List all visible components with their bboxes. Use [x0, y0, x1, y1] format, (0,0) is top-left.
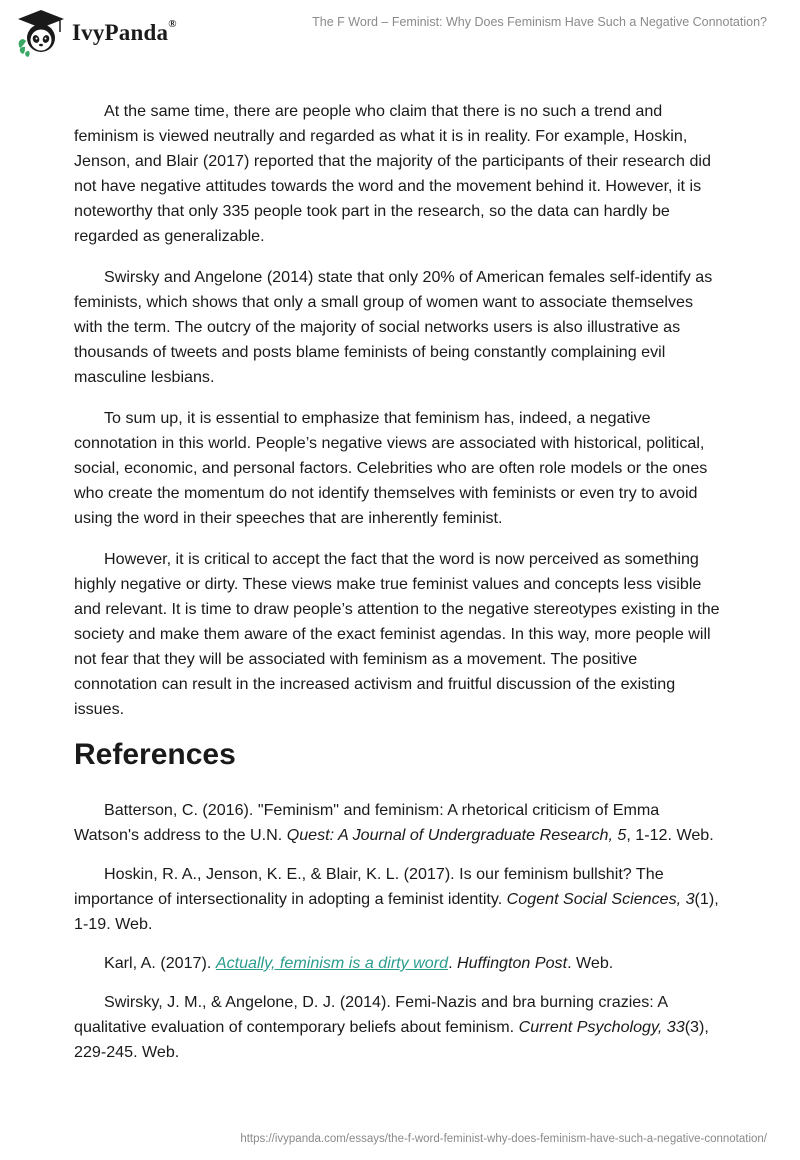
huffington-post-article-link[interactable]: Actually, feminism is a dirty word — [215, 954, 449, 972]
references-heading: References — [74, 738, 236, 771]
panda-graduate-icon — [14, 8, 68, 58]
paragraph-2: Swirsky and Angelone (2014) state that only 20% of American females self-identify as feminists, which shows that only a small group of women want to associate themselves with the term. The outcry of the majority of social networks users is also illustrative as thousands of tweets and posts blame feminists of being constantly complaining evil masculine lesbians. — [74, 268, 713, 386]
paragraph-4: However, it is critical to accept the fact that the word is now perceived as something highly negative or dirty. These views make true feminist values and concepts less visible and relevant. It is time to draw people’s attention to the negative stereotypes existing in the society and make them aware of the exact feminist agendas. In this way, more people will not fear that they will be associated with feminism as a movement. The positive connotation can result in the increased activism and fruitful discussion of the existing issues. — [74, 550, 720, 718]
reference-swirsky: Swirsky, J. M., & Angelone, D. J. (2014). Femi-Nazis and bra burning crazies: A qualitative evaluation of contemporary beliefs about feminism. Current Psychology, 33(3), 229-245. Web. — [74, 993, 709, 1061]
brand-name: IvyPanda® — [72, 18, 177, 45]
essay-body — [74, 99, 724, 1079]
paragraph-3: To sum up, it is essential to emphasize that feminism has, indeed, a negative connotation in this world. People’s negative views are associated with historical, political, social, economic, and personal factors. Celebrities who are often role models or the ones who create the momentum do not identify themselves with feminists or even try to avoid using the word in their speeches that are inherently feminist. — [74, 409, 708, 527]
reference-hoskin: Hoskin, R. A., Jenson, K. E., & Blair, K. L. (2017). Is our feminism bullshit? The importance of intersectionality in adopting a feminist identity. Cogent Social Sciences, 3(1), 1-19. Web. — [74, 865, 719, 933]
ivypanda-logo[interactable] — [14, 8, 214, 58]
reference-batterson: Batterson, C. (2016). "Feminism" and feminism: A rhetorical criticism of Emma Watson's address to the U.N. Quest: A Journal of Undergraduate Research, 5, 1-12. Web. — [74, 801, 714, 844]
running-title: The F Word – Feminist: Why Does Feminism Have Such a Negative Connotation? — [312, 15, 767, 29]
source-url: https://ivypanda.com/essays/the-f-word-feminist-why-does-feminism-have-such-a-negative-connotation/ — [240, 1133, 767, 1145]
page-header — [0, 0, 800, 70]
reference-karl: Karl, A. (2017). Actually, feminism is a dirty word. Huffington Post. Web. — [104, 954, 614, 972]
paragraph-1: At the same time, there are people who claim that there is no such a trend and feminism is viewed neutrally and regarded as what it is in reality. For example, Hoskin, Jenson, and Blair (2017) reported that the majority of the participants of their research did not have negative attitudes towards the word and the movement behind it. However, it is noteworthy that only 335 people took part in the research, so the data can hardly be regarded as generalizable. — [74, 102, 711, 245]
